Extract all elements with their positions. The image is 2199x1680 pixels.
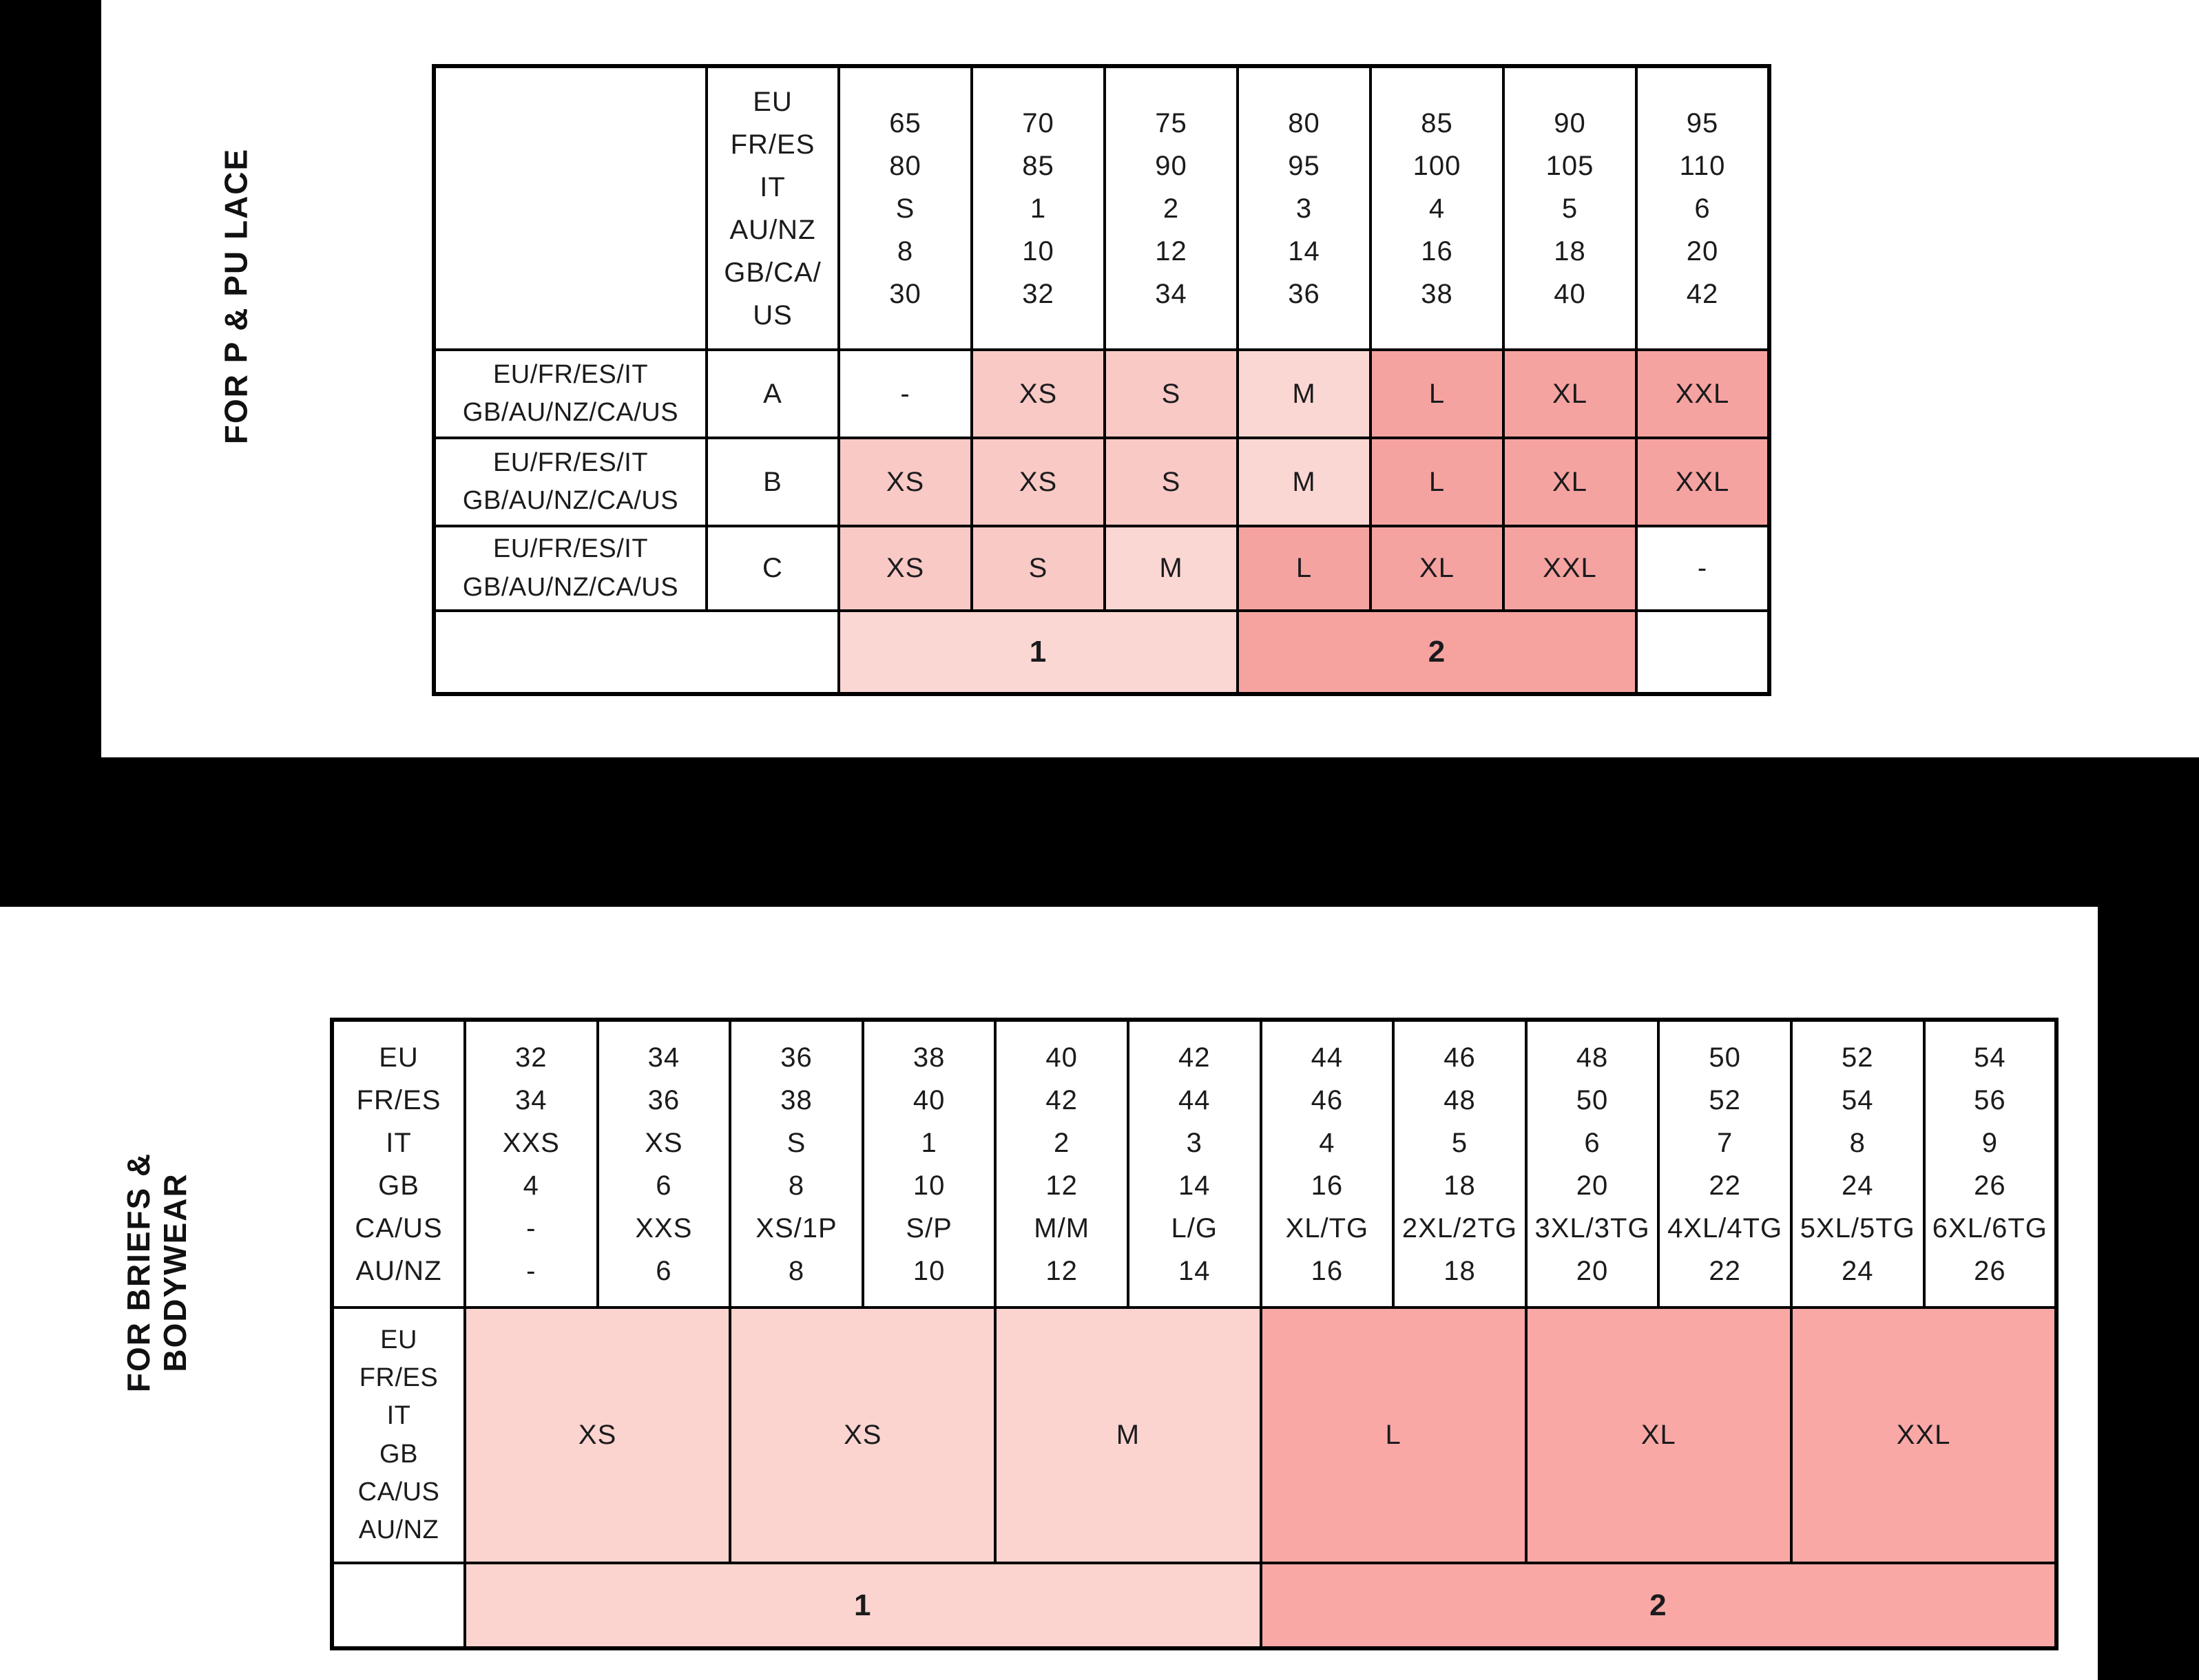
size-cell: XS xyxy=(839,438,972,526)
region-label-cell: EU/FR/ES/IT GB/AU/NZ/CA/US xyxy=(434,526,707,611)
size-cell: XS xyxy=(465,1308,730,1563)
briefs-size-table xyxy=(330,1018,2059,1650)
size-column-header: 38 40 1 10 S/P 10 xyxy=(863,1020,996,1308)
size-cell: M xyxy=(995,1308,1260,1563)
group-1-cell: 1 xyxy=(839,611,1238,694)
size-cell: L xyxy=(1371,438,1503,526)
size-column-header: 44 46 4 16 XL/TG 16 xyxy=(1261,1020,1394,1308)
size-cell: - xyxy=(839,350,972,438)
size-system-cell: EU FR/ES IT GB CA/US AU/NZ xyxy=(332,1020,465,1308)
band-column-header: 95 110 6 20 42 xyxy=(1636,66,1769,350)
size-cell: XS xyxy=(730,1308,995,1563)
band-column-header: 85 100 4 16 38 xyxy=(1371,66,1503,350)
lace-size-table xyxy=(432,64,1771,696)
size-column-header: 40 42 2 12 M/M 12 xyxy=(995,1020,1128,1308)
size-column-header: 54 56 9 26 6XL/6TG 26 xyxy=(1924,1020,2057,1308)
cup-letter-cell: C xyxy=(707,526,839,611)
size-cell: XXL xyxy=(1636,438,1769,526)
size-system-cell: EU FR/ES IT AU/NZ GB/CA/ US xyxy=(707,66,839,350)
region-label-cell: EU/FR/ES/IT GB/AU/NZ/CA/US xyxy=(434,438,707,526)
size-cell: M xyxy=(1105,526,1238,611)
size-column-header: 48 50 6 20 3XL/3TG 20 xyxy=(1526,1020,1659,1308)
size-column-header: 36 38 S 8 XS/1P 8 xyxy=(730,1020,863,1308)
size-column-header: 34 36 XS 6 XXS 6 xyxy=(598,1020,731,1308)
band-column-header: 70 85 1 10 32 xyxy=(972,66,1105,350)
region-label-cell: EU FR/ES IT GB CA/US AU/NZ xyxy=(332,1308,465,1563)
size-cell: M xyxy=(1238,438,1371,526)
right-black-strip xyxy=(2098,907,2199,1680)
size-cell: S xyxy=(1105,350,1238,438)
size-cell: L xyxy=(1238,526,1371,611)
group-2-cell: 2 xyxy=(1261,1563,2057,1648)
cup-letter-cell: B xyxy=(707,438,839,526)
size-cell: S xyxy=(1105,438,1238,526)
size-cell: XXL xyxy=(1503,526,1636,611)
band-column-header: 65 80 S 8 30 xyxy=(839,66,972,350)
band-column-header: 90 105 5 18 40 xyxy=(1503,66,1636,350)
size-cell: XL xyxy=(1503,350,1636,438)
size-column-header: 46 48 5 18 2XL/2TG 18 xyxy=(1393,1020,1526,1308)
corner-cell xyxy=(434,66,707,350)
region-label-cell: EU/FR/ES/IT GB/AU/NZ/CA/US xyxy=(434,350,707,438)
group-1-cell: 1 xyxy=(465,1563,1261,1648)
size-cell: L xyxy=(1371,350,1503,438)
size-cell: XL xyxy=(1526,1308,1791,1563)
size-cell: XS xyxy=(839,526,972,611)
band-column-header: 80 95 3 14 36 xyxy=(1238,66,1371,350)
size-column-header: 50 52 7 22 4XL/4TG 22 xyxy=(1658,1020,1791,1308)
size-cell: XL xyxy=(1371,526,1503,611)
left-black-strip xyxy=(0,0,101,761)
size-cell: XS xyxy=(972,438,1105,526)
size-cell: - xyxy=(1636,526,1769,611)
briefs-section-label: FOR BRIEFS & BODYWEAR xyxy=(121,1152,193,1393)
middle-black-band xyxy=(0,757,2199,907)
group-2-cell: 2 xyxy=(1238,611,1636,694)
spacer-cell xyxy=(1636,611,1769,694)
size-cell: XXL xyxy=(1636,350,1769,438)
size-column-header: 52 54 8 24 5XL/5TG 24 xyxy=(1791,1020,1924,1308)
size-cell: M xyxy=(1238,350,1371,438)
spacer-cell xyxy=(434,611,839,694)
cup-letter-cell: A xyxy=(707,350,839,438)
lace-section-label: FOR P & PU LACE xyxy=(218,147,254,445)
size-cell: XXL xyxy=(1791,1308,2056,1563)
size-cell: XL xyxy=(1503,438,1636,526)
size-cell: S xyxy=(972,526,1105,611)
size-column-header: 42 44 3 14 L/G 14 xyxy=(1128,1020,1261,1308)
size-cell: XS xyxy=(972,350,1105,438)
spacer-cell xyxy=(332,1563,465,1648)
size-column-header: 32 34 XXS 4 - - xyxy=(465,1020,598,1308)
band-column-header: 75 90 2 12 34 xyxy=(1105,66,1238,350)
size-cell: L xyxy=(1261,1308,1526,1563)
